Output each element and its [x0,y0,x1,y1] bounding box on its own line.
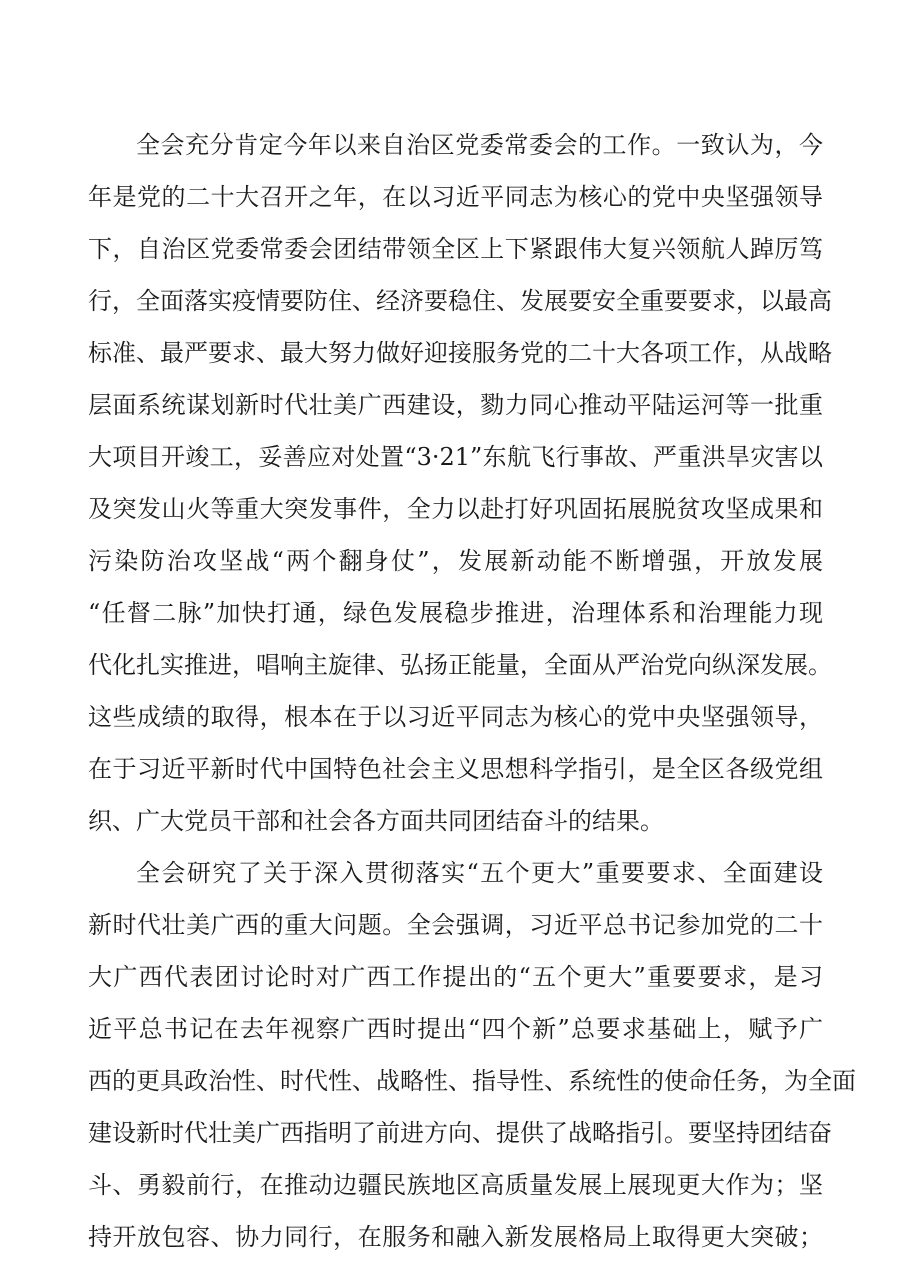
paragraph-2-line-4: 近平总书记在去年视察广西时提出“四个新”总要求基础上，赋予广 [88,1015,823,1043]
paragraph-2-line-1: 全会研究了关于深入贯彻落实“五个更大”重要要求、全面建设 [136,859,823,887]
paragraph-2-line-6: 建设新时代壮美广西指明了前进方向、提供了战略指引。要坚持团结奋 [88,1119,832,1147]
paragraph-1-line-5: 标准、最严要求、最大努力做好迎接服务党的二十大各项工作，从战略 [88,339,832,367]
paragraph-1-line-12: 这些成绩的取得，根本在于以习近平同志为核心的党中央坚强领导， [88,703,823,731]
paragraph-1-line-7: 大项目开竣工，妥善应对处置“3·21”东航飞行事故、严重洪旱灾害以 [88,443,823,471]
paragraph-1-line-1: 全会充分肯定今年以来自治区党委常委会的工作。一致认为，今 [136,131,823,159]
paragraph-1-line-14: 织、广大党员干部和社会各方面共同团结奋斗的结果。 [88,807,664,835]
paragraph-1-line-11: 代化扎实推进，唱响主旋律、弘扬正能量，全面从严治党向纵深发展。 [88,651,832,679]
paragraph-2-line-7: 斗、勇毅前行，在推动边疆民族地区高质量发展上展现更大作为；坚 [88,1171,823,1199]
paragraph-1-line-3: 下，自治区党委常委会团结带领全区上下紧跟伟大复兴领航人踔厉笃 [88,235,823,263]
paragraph-1-line-6: 层面系统谋划新时代壮美广西建设，勠力同心推动平陆运河等一批重 [88,391,823,419]
paragraph-1-line-2: 年是党的二十大召开之年，在以习近平同志为核心的党中央坚强领导 [88,183,823,211]
paragraph-1-line-10: “任督二脉”加快打通，绿色发展稳步推进，治理体系和治理能力现 [88,599,823,627]
paragraph-1-line-9: 污染防治攻坚战“两个翻身仗”，发展新动能不断增强，开放发展 [88,547,823,575]
paragraph-1-line-4: 行，全面落实疫情要防住、经济要稳住、发展要安全重要要求，以最高 [88,287,832,315]
paragraph-2-line-8: 持开放包容、协力同行，在服务和融入新发展格局上取得更大突破； [88,1223,823,1251]
paragraph-2-line-5: 西的更具政治性、时代性、战略性、指导性、系统性的使命任务，为全面 [88,1067,856,1095]
paragraph-2-line-2: 新时代壮美广西的重大问题。全会强调，习近平总书记参加党的二十 [88,911,823,939]
paragraph-1-line-8: 及突发山火等重大突发事件，全力以赴打好巩固拓展脱贫攻坚成果和 [88,495,823,523]
paragraph-1-line-13: 在于习近平新时代中国特色社会主义思想科学指引，是全区各级党组 [88,755,823,783]
paragraph-2-line-3: 大广西代表团讨论时对广西工作提出的“五个更大”重要要求，是习 [88,963,823,991]
